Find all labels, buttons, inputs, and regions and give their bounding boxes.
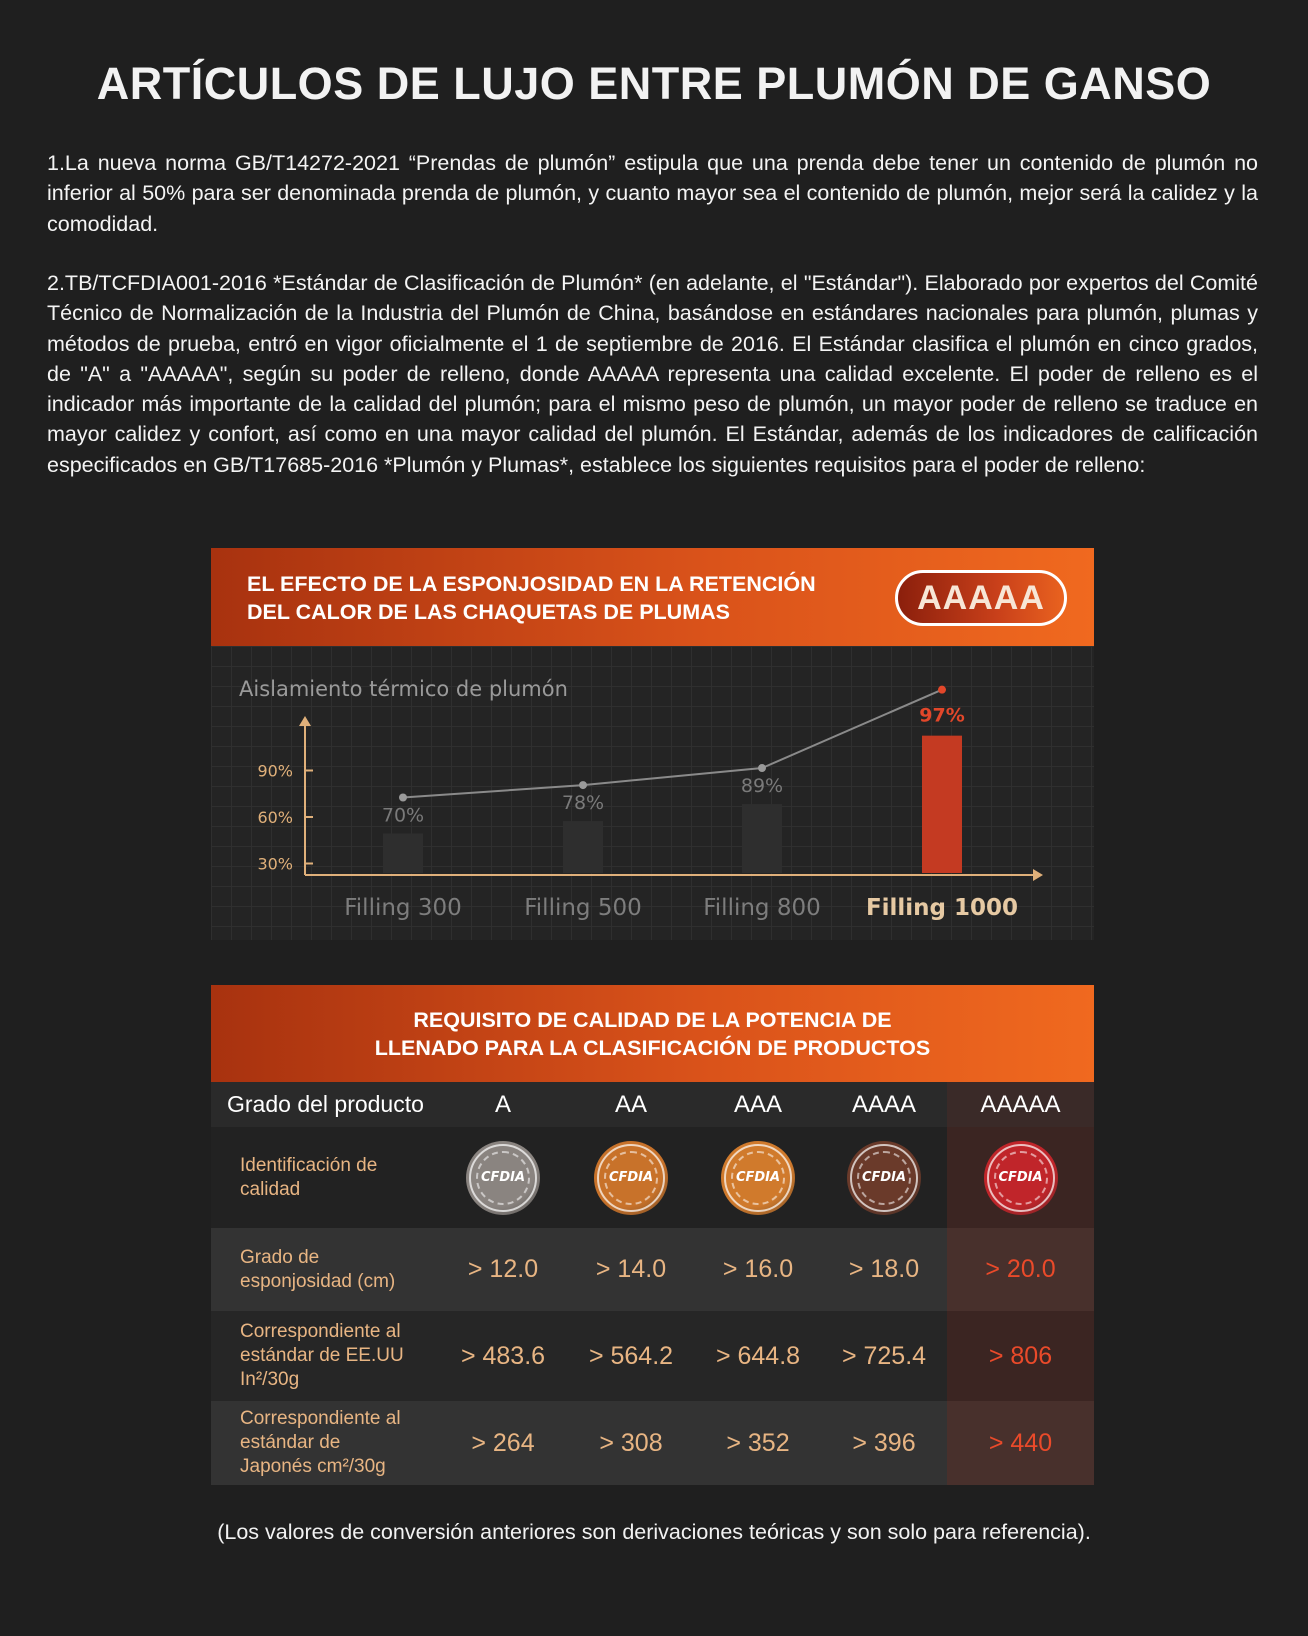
quality-table [211,1082,1094,1485]
page-title: ARTÍCULOS DE LUJO ENTRE PLUMÓN DE GANSO [96,58,1212,109]
row-label-jp-standard [211,1401,439,1485]
row-label-identification [211,1127,439,1228]
seal-cell [567,1127,695,1228]
chart-bar [922,736,962,873]
table-card-header [211,985,1094,1082]
table-row-us-standard [211,1311,1094,1401]
cfdia-seal-icon [466,1141,540,1215]
table-row-identification [211,1127,1094,1228]
header-cell-label: Grado del producto [211,1082,439,1127]
table-cell-highlight: > 806 [947,1311,1094,1401]
chart-bar [742,804,782,873]
table-card-title-line1: REQUISITO DE CALIDAD DE LA POTENCIA DE [413,1007,892,1032]
seal-text: CFDIA [480,1170,526,1185]
table-card-title [375,1006,930,1062]
row-label-fluffiness [211,1228,439,1311]
chart-bar [563,821,603,873]
row-label-us-standard [211,1311,439,1401]
table-header-row [211,1082,1094,1127]
chart-card-title-line2: DEL CALOR DE LAS CHAQUETAS DE PLUMAS [247,600,730,624]
header-cell-aaa: AAA [695,1082,821,1127]
table-row-fluffiness [211,1228,1094,1311]
trend-point [579,781,587,789]
bar-value-label: 89% [740,775,784,798]
insulation-chart-card [211,548,1094,940]
x-category-label: Filling 800 [703,895,821,921]
table-cell: > 396 [821,1401,947,1485]
trend-point [399,794,407,802]
y-tick-label: 30% [257,854,293,874]
table-cell-highlight: > 440 [947,1401,1094,1485]
table-cell: > 352 [695,1401,821,1485]
table-cell: > 14.0 [567,1228,695,1311]
row-label-text: Correspondiente al estándar de EE.UU In²/30g [240,1321,404,1390]
cfdia-seal-icon [594,1141,668,1215]
grade-badge: AAAAA [895,570,1067,626]
intro-paragraph-2: 2.TB/TCFDIA001-2016 *Estándar de Clasificación de Plumón* (en adelante, el "Estándar"). Elaborado por expertos del Comité Técnico de Normalización de la Industria del Plumón de China, basándose en estándares nacionales para plumón, plumas y métodos de prueba, entró en vigor oficialmente el 1 de septiembre de 2016. El Estándar clasifica el plumón en cinco grados, de "A" a "AAAAA", según su poder de relleno, donde AAAAA representa una calidad excelente. El poder de relleno es el indicador más importante de la calidad del plumón; para el mismo peso de plumón, un mayor poder de relleno se traduce en mayor calidez y confort, así como en una mayor calidad del plumón. El Estándar, además de los indicadores de calificación especificados en GB/T17685-2016 *Plumón y Plumas*, establece los siguientes requisitos para el poder de relleno: [47,271,1258,477]
bar-value-label: 78% [561,792,605,815]
insulation-bar-chart [211,646,1094,940]
cfdia-seal-icon [984,1141,1058,1215]
table-cell: > 725.4 [821,1311,947,1401]
trend-point [758,764,766,772]
table-cell: > 564.2 [567,1311,695,1401]
header-cell-a: A [439,1082,567,1127]
table-cell-highlight: > 20.0 [947,1228,1094,1311]
y-tick-label: 60% [257,808,293,827]
chart-card-title-line1: EL EFECTO DE LA ESPONJOSIDAD EN LA RETENCIÓN [247,572,816,596]
x-category-label: Filling 300 [344,895,462,921]
seal-text: CFDIA [861,1170,907,1185]
chart-title: Aislamiento térmico de plumón [239,677,568,701]
table-row-jp-standard [211,1401,1094,1485]
row-label-text: Correspondiente al estándar de Japonés cm²/30g [240,1408,401,1477]
bar-value-label: 70% [381,804,425,827]
intro-paragraph-1: 1.La nueva norma GB/T14272-2021 “Prendas de plumón” estipula que una prenda debe tener un contenido de plumón no inferior al 50% para ser denominada prenda de plumón, y cuanto mayor sea el contenido de plumón, mejor será la calidez y la comodidad. [47,151,1258,236]
table-cell: > 18.0 [821,1228,947,1311]
table-card-title-line2: LLENADO PARA LA CLASIFICACIÓN DE PRODUCTOS [374,1035,931,1060]
x-category-label: Filling 500 [524,895,642,921]
footnote: (Los valores de conversión anteriores son derivaciones teóricas y son solo para referencia). [217,1520,1091,1544]
y-tick-label: 90% [257,761,293,781]
seal-cell [947,1127,1094,1228]
seal-text: CFDIA [608,1170,654,1185]
cfdia-seal-icon [847,1141,921,1215]
seal-cell [439,1127,567,1228]
quality-table-card [211,985,1094,1485]
header-cell-aaaa: AAAA [821,1082,947,1127]
x-axis-arrow-icon [1033,869,1043,881]
seal-text: CFDIA [735,1170,781,1185]
row-label-text: Grado de esponjosidad (cm) [240,1246,396,1292]
table-cell: > 12.0 [439,1228,567,1311]
bar-value-label: 97% [919,704,965,727]
row-label-text: Identificación de calidad [240,1154,378,1200]
x-category-label: Filling 1000 [865,895,1019,921]
trend-point [938,686,946,694]
table-cell: > 16.0 [695,1228,821,1311]
seal-cell [695,1127,821,1228]
table-cell: > 264 [439,1401,567,1485]
chart-area [211,646,1094,940]
trend-line [403,690,942,798]
table-cell: > 308 [567,1401,695,1485]
chart-card-header [211,548,1094,646]
cfdia-seal-icon [721,1141,795,1215]
table-cell: > 644.8 [695,1311,821,1401]
table-cell: > 483.6 [439,1311,567,1401]
seal-text: CFDIA [998,1170,1043,1185]
chart-bar [383,834,423,874]
y-axis-arrow-icon [299,716,311,726]
header-cell-aa: AA [567,1082,695,1127]
seal-cell [821,1127,947,1228]
header-cell-aaaaa: AAAAA [947,1082,1094,1127]
chart-card-title [247,570,816,626]
